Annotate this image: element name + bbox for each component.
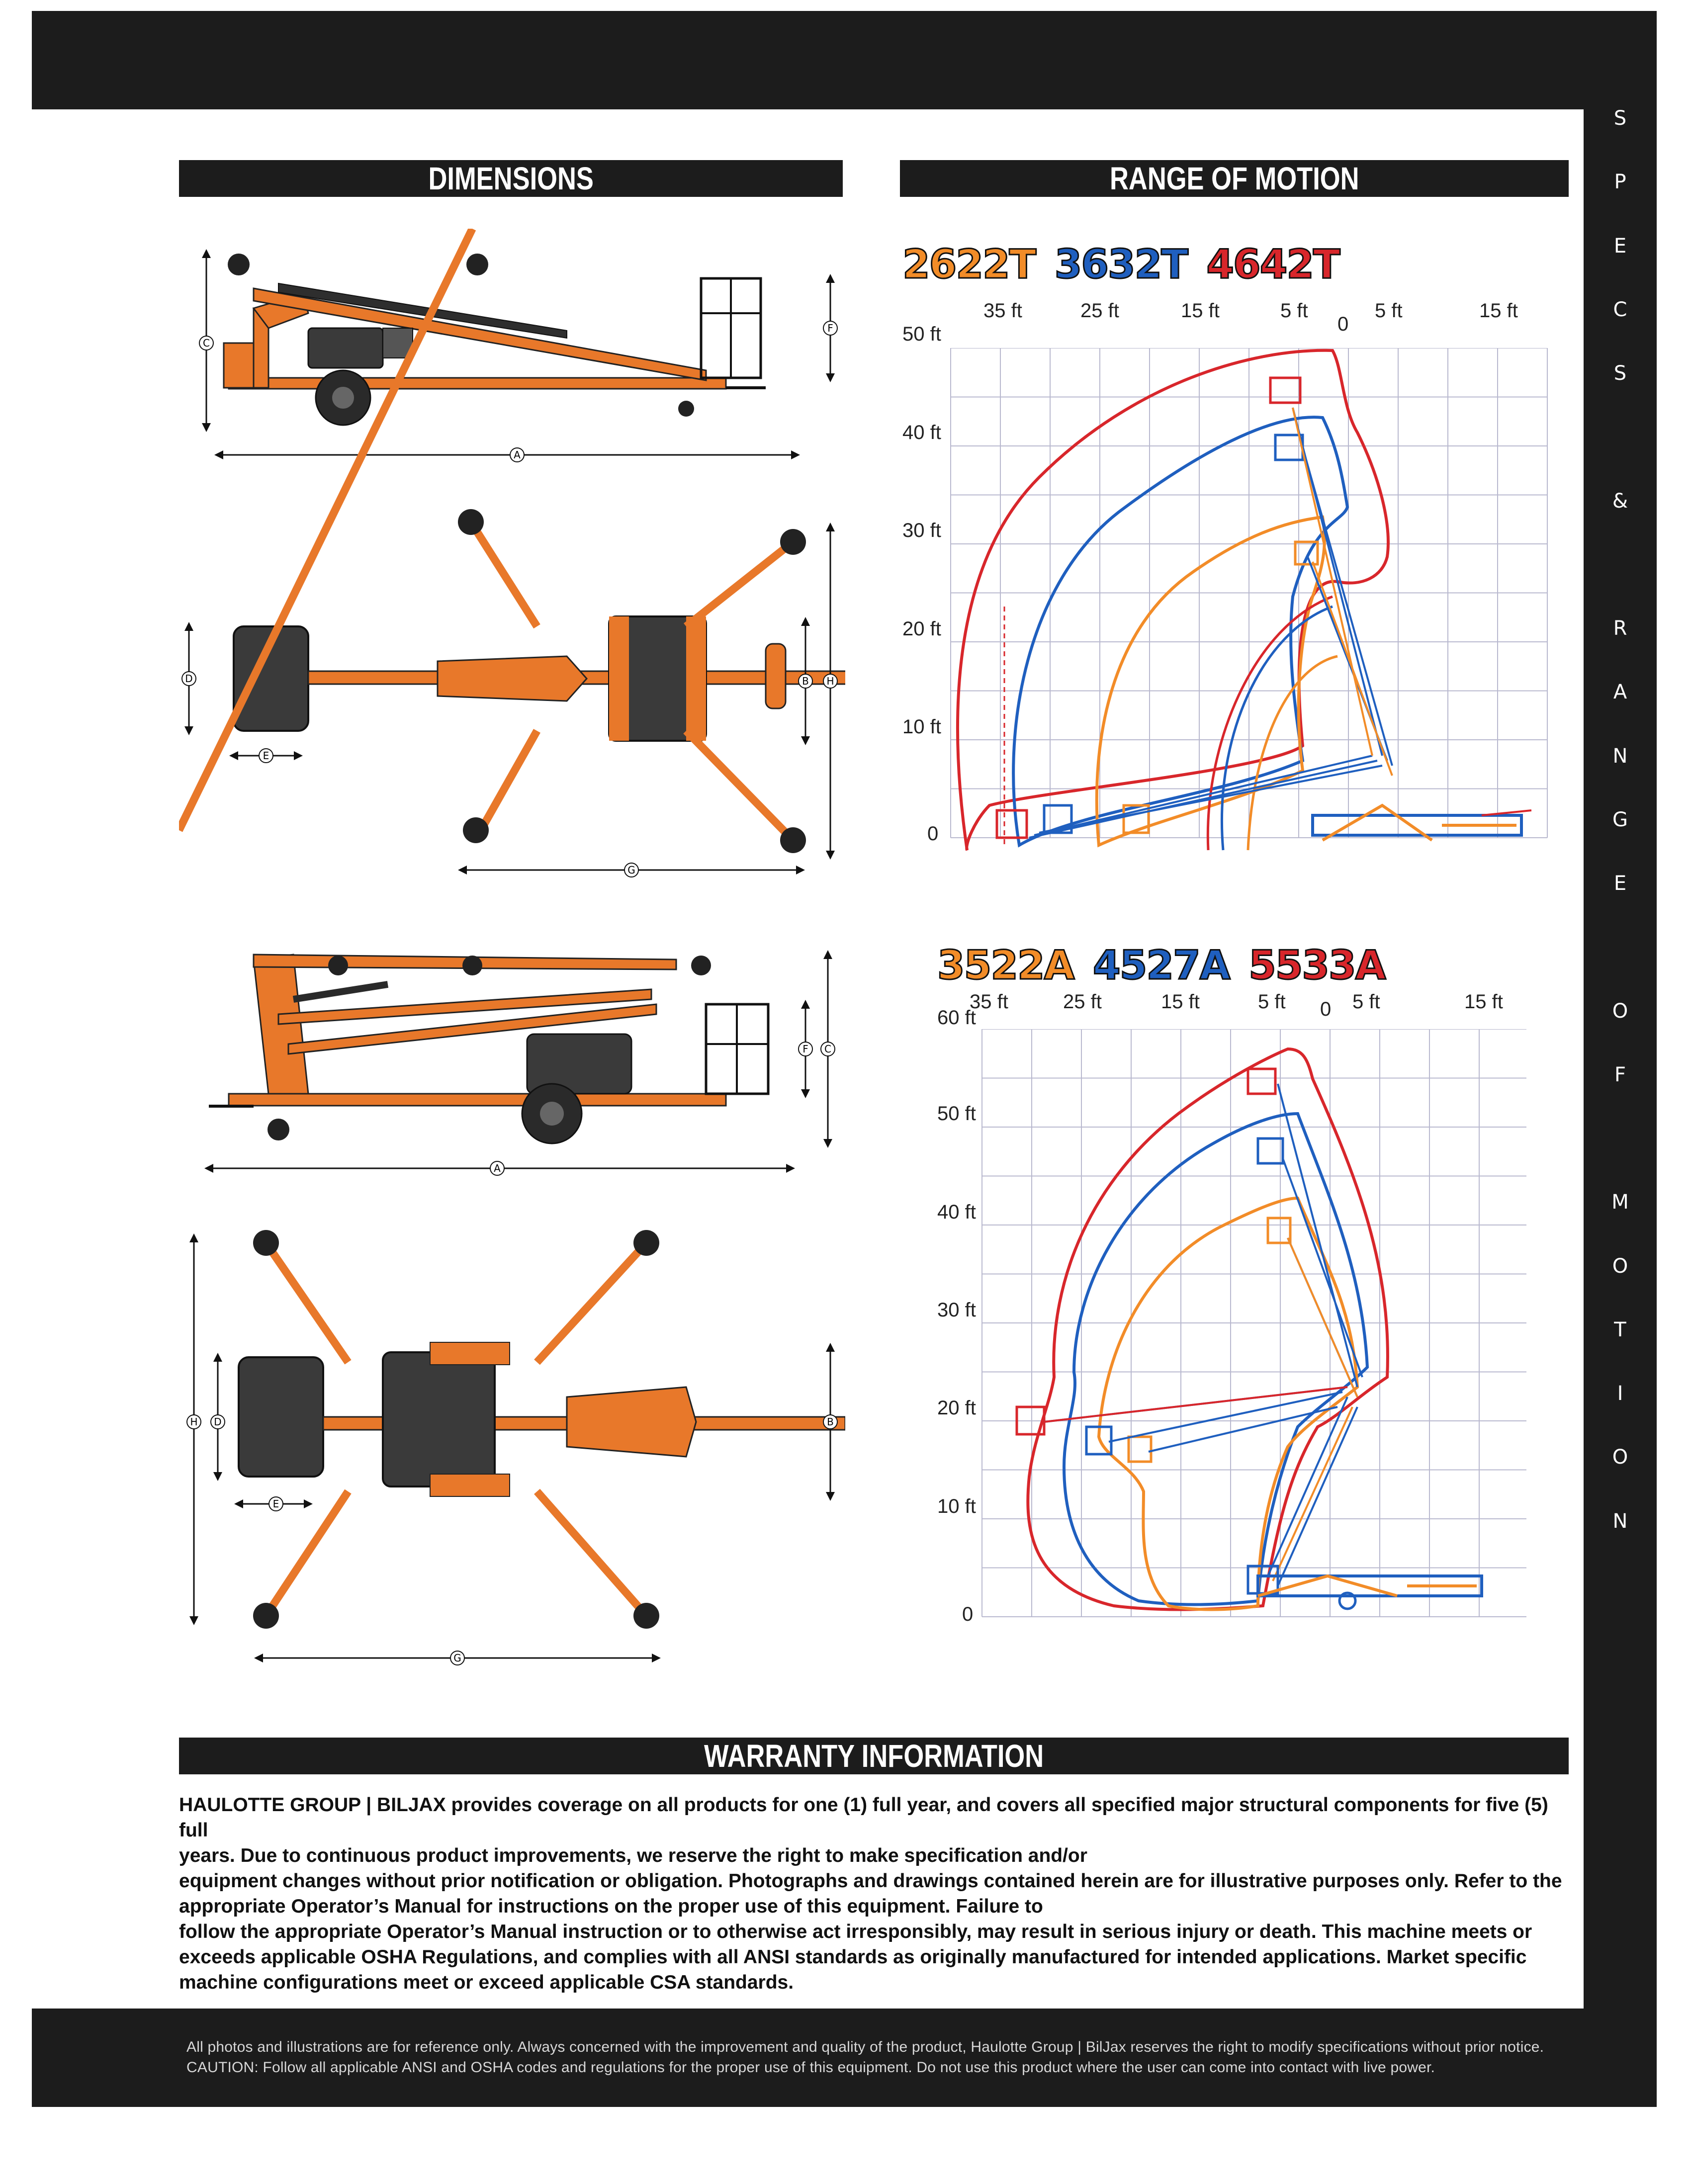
footer-disclaimer: All photos and illustrations are for reference only. Always concerned with the improvement and quality of the product, Haulotte Group | BilJax reserves the right to modify specifications without prior notice. (186, 2039, 1544, 2055)
svg-text:A: A (494, 1162, 501, 1174)
dim-label-b-2 (799, 674, 812, 688)
bottom-x-tick-15r: 15 ft (1464, 991, 1503, 1013)
a-side-view (209, 955, 828, 1168)
warranty-line-1: HAULOTTE GROUP | BILJAX provides coverage on all products for one (1) full year, and covers all specified major structural components for five (5) full (179, 1794, 1548, 1841)
svg-text:B: B (802, 675, 809, 687)
warranty-line-7: machine configurations meet or exceed applicable CSA standards. (179, 1972, 794, 1993)
bottom-y-tick-60: 60 ft (937, 1007, 976, 1029)
warranty-line-2: years. Due to continuous product improvements, we reserve the right to make specification and/or (179, 1845, 1087, 1866)
booms-lines (1029, 408, 1392, 838)
dim-label-f-1 (823, 321, 837, 335)
bottom-x-tick-0: 0 (1320, 998, 1332, 1020)
top-x-tick-25: 25 ft (1080, 300, 1119, 322)
top-y-tick-20: 20 ft (902, 618, 941, 640)
dim-label-h-4 (187, 1415, 201, 1429)
model-3522a: 3522A (937, 942, 1074, 988)
top-y-tick-10: 10 ft (902, 716, 941, 738)
bottom-y-tick-20: 20 ft (937, 1397, 976, 1419)
sidebar-letter: E (1613, 872, 1627, 895)
dim-label-h-2 (823, 674, 837, 688)
bottom-range-chart (979, 1029, 1526, 1626)
dimensions-header: DIMENSIONS (179, 160, 843, 197)
range-envelope-3522a (1099, 1198, 1357, 1610)
model-5533a: 5533A (1248, 942, 1385, 988)
top-chart-models (902, 241, 1339, 287)
warranty-line-5: follow the appropriate Operator’s Manual instruction or to otherwise act irresponsibly, may result in serious injury or death. This machine meets or (179, 1921, 1532, 1942)
dim-label-e-2 (259, 749, 273, 763)
dim-label-g-4 (450, 1651, 464, 1665)
platform-orange-top-b (1268, 1218, 1290, 1243)
model-2622t: 2622T (902, 241, 1036, 287)
range-envelope-3632t (1013, 417, 1347, 845)
dim-label-a-3 (490, 1161, 504, 1175)
sidebar-letter: I (1617, 1382, 1623, 1405)
svg-text:B: B (827, 1416, 834, 1428)
svg-text:G: G (627, 864, 635, 876)
sidebar-letter: N (1612, 744, 1628, 768)
model-4642t: 4642T (1206, 241, 1339, 287)
svg-text:A: A (514, 449, 521, 461)
svg-text:G: G (453, 1652, 461, 1664)
bottom-chart-grid (982, 1029, 1526, 1617)
inner-envelope-blue (1222, 607, 1333, 850)
warranty-line-4: appropriate Operator’s Manual for instructions on the proper use of this equipment. Failure to (179, 1896, 1043, 1917)
sidebar-letter: O (1612, 999, 1628, 1023)
sidebar-letter: & (1612, 489, 1628, 513)
top-range-chart (945, 348, 1551, 870)
sidebar-letter: S (1613, 107, 1627, 130)
dim-label-g-2 (624, 863, 638, 877)
bottom-chart-models (937, 942, 1385, 988)
top-bar (32, 11, 1657, 109)
bottom-y-tick-10: 10 ft (937, 1495, 976, 1517)
platform-orange-side-b (1129, 1437, 1151, 1462)
svg-text:E: E (272, 1498, 279, 1510)
warranty-header: WARRANTY INFORMATION (179, 1738, 1569, 1774)
sidebar-letter: O (1612, 1254, 1628, 1278)
bottom-x-tick-25: 25 ft (1063, 991, 1102, 1013)
svg-text:H: H (190, 1416, 198, 1428)
dim-label-c-1 (199, 336, 213, 350)
platform-red-top-b (1248, 1069, 1275, 1094)
platform-red-low (997, 810, 1027, 838)
top-x-tick-5l: 5 ft (1280, 300, 1308, 322)
bottom-y-tick-0: 0 (962, 1603, 974, 1625)
top-x-tick-15: 15 ft (1181, 300, 1220, 322)
sidebar-letter: R (1613, 617, 1627, 640)
top-y-tick-40: 40 ft (902, 422, 941, 443)
t-side-view (206, 254, 830, 455)
sidebar-letter: P (1614, 171, 1626, 194)
dim-label-d-2 (182, 672, 196, 686)
dim-label-f-3 (799, 1042, 812, 1056)
svg-text:F: F (827, 322, 833, 334)
top-y-tick-30: 30 ft (902, 520, 941, 541)
top-x-tick-15r: 15 ft (1479, 300, 1518, 322)
bottom-bar (32, 2009, 1657, 2107)
svg-text:D: D (185, 673, 193, 685)
inner-envelope-red (1208, 597, 1333, 850)
top-y-tick-0: 0 (927, 823, 939, 845)
top-x-tick-0: 0 (1337, 313, 1349, 335)
dim-label-a-1 (510, 448, 524, 462)
svg-text:C: C (203, 337, 210, 349)
top-x-tick-5r: 5 ft (1375, 300, 1403, 322)
bottom-x-tick-5l: 5 ft (1258, 991, 1286, 1013)
dim-label-c-3 (821, 1042, 835, 1056)
platform-red-top (1270, 378, 1300, 403)
model-4527a: 4527A (1093, 942, 1230, 988)
top-y-tick-50: 50 ft (902, 323, 941, 345)
svg-text:C: C (824, 1043, 831, 1055)
bottom-x-tick-5r: 5 ft (1352, 991, 1380, 1013)
dim-label-e-4 (269, 1497, 283, 1511)
bottom-x-tick-35: 35 ft (970, 991, 1008, 1013)
warranty-line-6: exceeds applicable OSHA Regulations, and complies with all ANSI standards as originally manufactured for intended applications. Market specific (179, 1946, 1527, 1968)
dim-label-d-4 (211, 1415, 225, 1429)
svg-text:D: D (214, 1416, 222, 1428)
top-x-tick-35: 35 ft (983, 300, 1022, 322)
dim-label-b-4 (823, 1415, 837, 1429)
a-top-view (194, 1230, 845, 1658)
sidebar-letter: M (1611, 1191, 1629, 1214)
svg-text:E: E (263, 750, 269, 762)
side-bar (1584, 104, 1657, 2009)
model-3632t: 3632T (1054, 241, 1187, 287)
svg-text:F: F (802, 1043, 808, 1055)
sidebar-letter: S (1613, 362, 1627, 385)
sidebar-letter: G (1612, 808, 1628, 831)
sidebar-letter: N (1612, 1509, 1628, 1533)
sidebar-letter: F (1614, 1063, 1626, 1086)
warranty-line-3: equipment changes without prior notification or obligation. Photographs and drawings contained herein are for illustrative purposes only. Refer to the (179, 1870, 1562, 1892)
bottom-y-tick-40: 40 ft (937, 1201, 976, 1223)
range-of-motion-header: RANGE OF MOTION (900, 160, 1569, 197)
bottom-y-tick-50: 50 ft (937, 1103, 976, 1125)
sidebar-letter: O (1612, 1446, 1628, 1469)
warranty-text (179, 1792, 1571, 1995)
dimension-drawings (179, 229, 845, 1720)
bottom-x-tick-15: 15 ft (1161, 991, 1200, 1013)
bottom-y-tick-30: 30 ft (937, 1299, 976, 1321)
sidebar-letter: C (1613, 298, 1627, 321)
svg-text:H: H (826, 675, 834, 687)
footer-caution: CAUTION: Follow all applicable ANSI and OSHA codes and regulations for the proper use of this equipment. Do not use this product where the user can come into contact with live power. (186, 2059, 1435, 2076)
sidebar-letter: A (1613, 681, 1627, 704)
platform-blue-top-b (1258, 1138, 1283, 1163)
sidebar-letter: T (1614, 1318, 1626, 1341)
sidebar-letter: E (1613, 234, 1627, 258)
